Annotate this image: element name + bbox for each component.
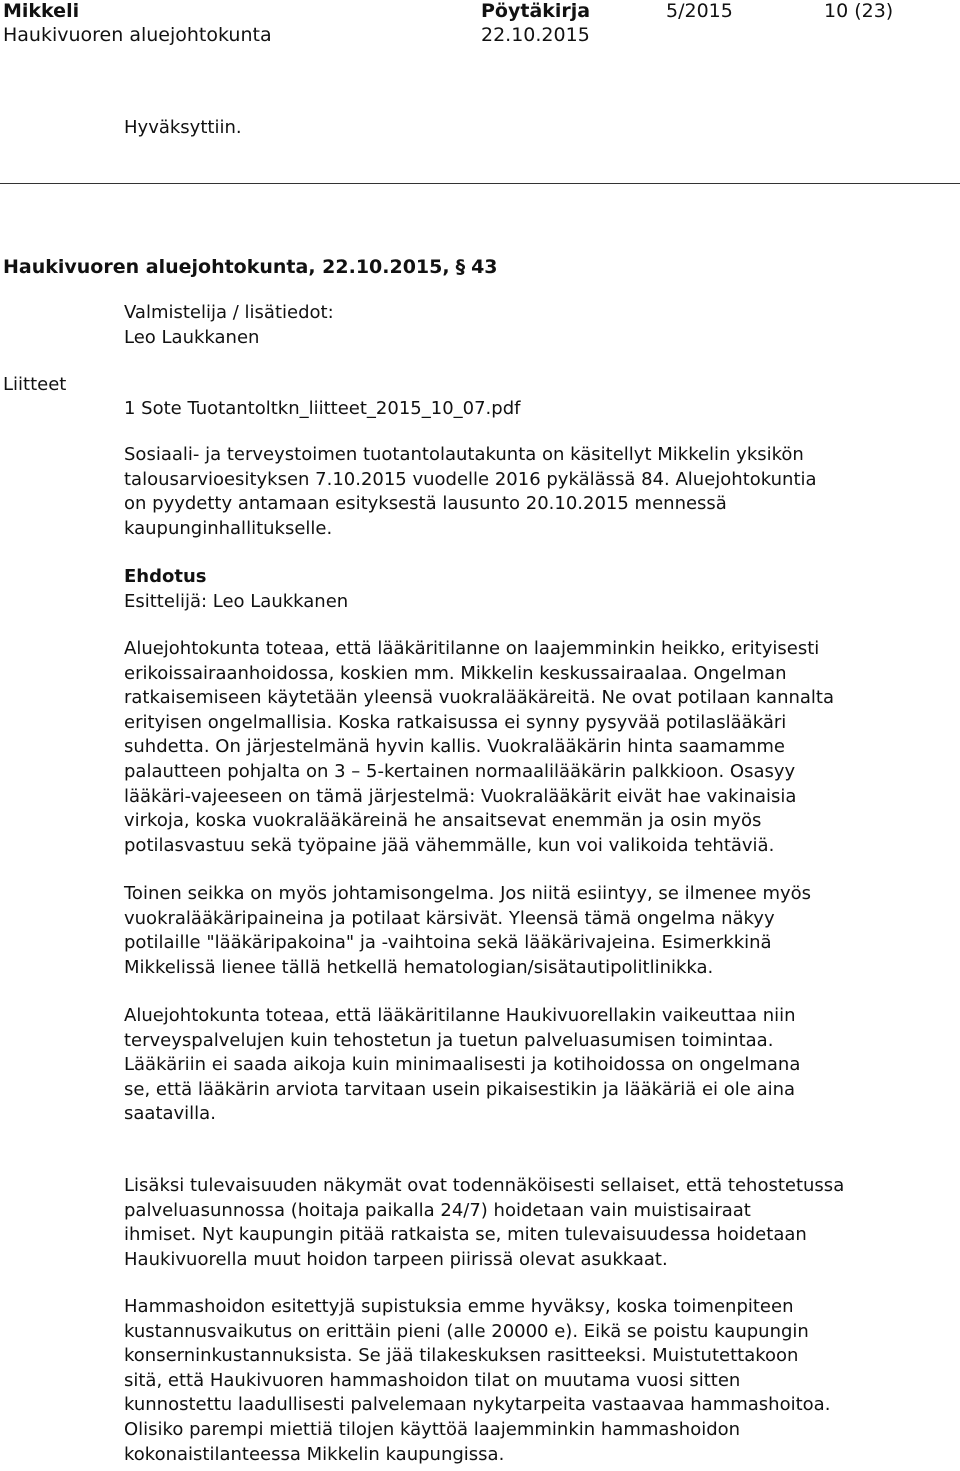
text-line: se, että lääkärin arviota tarvitaan usein pikaisestikin ja lääkäriä ei ole aina [124, 1078, 796, 1100]
text-line: Lääkäriin ei saada aikoja kuin minimaalisesti ja kotihoidossa on ongelmana [124, 1054, 801, 1076]
preparer-label: Valmistelija / lisätiedot: [124, 302, 334, 323]
section-title [3, 256, 498, 278]
text-line: Aluejohtokunta toteaa, että lääkäritilanne on laajemminkin heikko, erityisesti [124, 638, 820, 659]
text-line: virkoja, koska vuokralääkäreinä he ansaitsevat enemmän ja osin myös [124, 810, 762, 832]
text-line: lääkäri-vajeeseen on tämä järjestelmä: Vuokralääkärit eivät hae vakinaisia [124, 785, 797, 807]
text-line: Lisäksi tulevaisuuden näkymät ovat todennäköisesti sellaiset, että tehostetussa [124, 1175, 845, 1196]
divider-line [0, 183, 960, 184]
text-line: kustannusvaikutus on erittäin pieni (alle 20000 e). Eikä se poistu kaupungin [124, 1320, 809, 1342]
paragraph-5 [124, 1295, 954, 1467]
text-line: Haukivuorella muut hoidon tarpeen piirissä olevat asukkaat. [124, 1248, 668, 1270]
presenter: Esittelijä: Leo Laukkanen [124, 591, 349, 612]
unit-name: Haukivuoren aluejohtokunta [3, 24, 272, 46]
text-line: terveyspalvelujen kuin tehostetun ja tuetun palveluasumisen toimintaa. [124, 1029, 774, 1051]
text-line: ihmiset. Nyt kaupungin pitää ratkaista se, miten tulevaisuudessa hoidetaan [124, 1224, 807, 1246]
text-line: palveluasunnossa (hoitaja paikalla 24/7) hoidetaan vain muistisairaat [124, 1199, 751, 1221]
intro-paragraph [124, 443, 954, 541]
paragraph-2 [124, 882, 954, 980]
text-line: Hammashoidon esitettyjä supistuksia emme hyväksy, koska toimenpiteen [124, 1296, 794, 1317]
text-line: ratkaisemiseen käytetään yleensä vuokralääkäreitä. Ne ovat potilaan kannalta [124, 687, 835, 709]
attachments-label: Liitteet [3, 374, 67, 395]
text-line: Sosiaali- ja terveystoimen tuotantolautakunta on käsitellyt Mikkelin yksikön [124, 444, 804, 465]
text-line: potilasvastuu sekä työpaine jää vähemmälle, kun voi valikoida tehtäviä. [124, 834, 775, 856]
text-line: erikoissairaanhoidossa, koskien mm. Mikkelin keskussairaalaa. Ongelman [124, 662, 787, 684]
section-sign: § [455, 256, 466, 278]
page-number: 10 (23) [824, 0, 894, 22]
text-line: on pyydetty antamaan esityksestä lausunto 20.10.2015 mennessä [124, 493, 727, 515]
issue-number: 5/2015 [666, 0, 733, 22]
text-line: konserninkustannuksista. Se jää tilakeskuksen rasitteeksi. Muistutettakoon [124, 1345, 799, 1367]
section-number: 43 [471, 256, 498, 278]
text-line: talousarvioesityksen 7.10.2015 vuodelle 2016 pykälässä 84. Aluejohtokuntia [124, 468, 817, 490]
text-line: palautteen pohjalta on 3 – 5-kertainen normaalilääkärin palkkioon. Osasyy [124, 760, 796, 782]
text-line: saatavilla. [124, 1103, 216, 1125]
text-line: Aluejohtokunta toteaa, että lääkäritilanne Haukivuorellakin vaikeuttaa niin [124, 1005, 796, 1026]
text-line: potilaille "lääkäripakoina" ja -vaihtoina sekä lääkärivajeina. Esimerkkinä [124, 932, 772, 954]
text-line: kokonaistilanteessa Mikkelin kaupungissa. [124, 1443, 505, 1465]
doc-date: 22.10.2015 [481, 24, 590, 46]
text-line: vuokralääkäripaineina ja potilaat kärsivät. Yleensä tämä ongelma näkyy [124, 907, 775, 929]
text-line: Olisiko parempi miettiä tilojen käyttöä laajemminkin hammashoidon [124, 1418, 741, 1440]
text-line: kunnostettu laadullisesti palvelemaan nykytarpeita vastaavaa hammashoitoa. [124, 1394, 831, 1416]
previous-decision: Hyväksyttiin. [124, 117, 242, 138]
proposal-heading: Ehdotus [124, 566, 207, 587]
paragraph-3 [124, 1004, 954, 1127]
text-line: Toinen seikka on myös johtamisongelma. Jos niitä esiintyy, se ilmenee myös [124, 883, 812, 904]
attachment-item[interactable]: 1 Sote Tuotantoltkn_liitteet_2015_10_07.pdf [124, 398, 521, 419]
text-line: sitä, että Haukivuoren hammashoidon tilat on muutama vuosi sitten [124, 1369, 741, 1391]
preparer-name: Leo Laukkanen [124, 327, 260, 348]
text-line: suhdetta. On järjestelmänä hyvin kallis. Vuokralääkärin hinta saamamme [124, 736, 785, 758]
org-name: Mikkeli [3, 0, 80, 22]
paragraph-1 [124, 637, 954, 858]
doc-type: Pöytäkirja [481, 0, 591, 22]
text-line: Mikkelissä lienee tällä hetkellä hematologian/sisätautipolitlinikka. [124, 956, 714, 978]
section-title-text: Haukivuoren aluejohtokunta, 22.10.2015, [3, 256, 450, 278]
text-line: erityisen ongelmallisia. Koska ratkaisussa ei synny pysyvää potilaslääkäri [124, 711, 787, 733]
text-line: kaupunginhallitukselle. [124, 517, 333, 539]
paragraph-4 [124, 1174, 954, 1272]
